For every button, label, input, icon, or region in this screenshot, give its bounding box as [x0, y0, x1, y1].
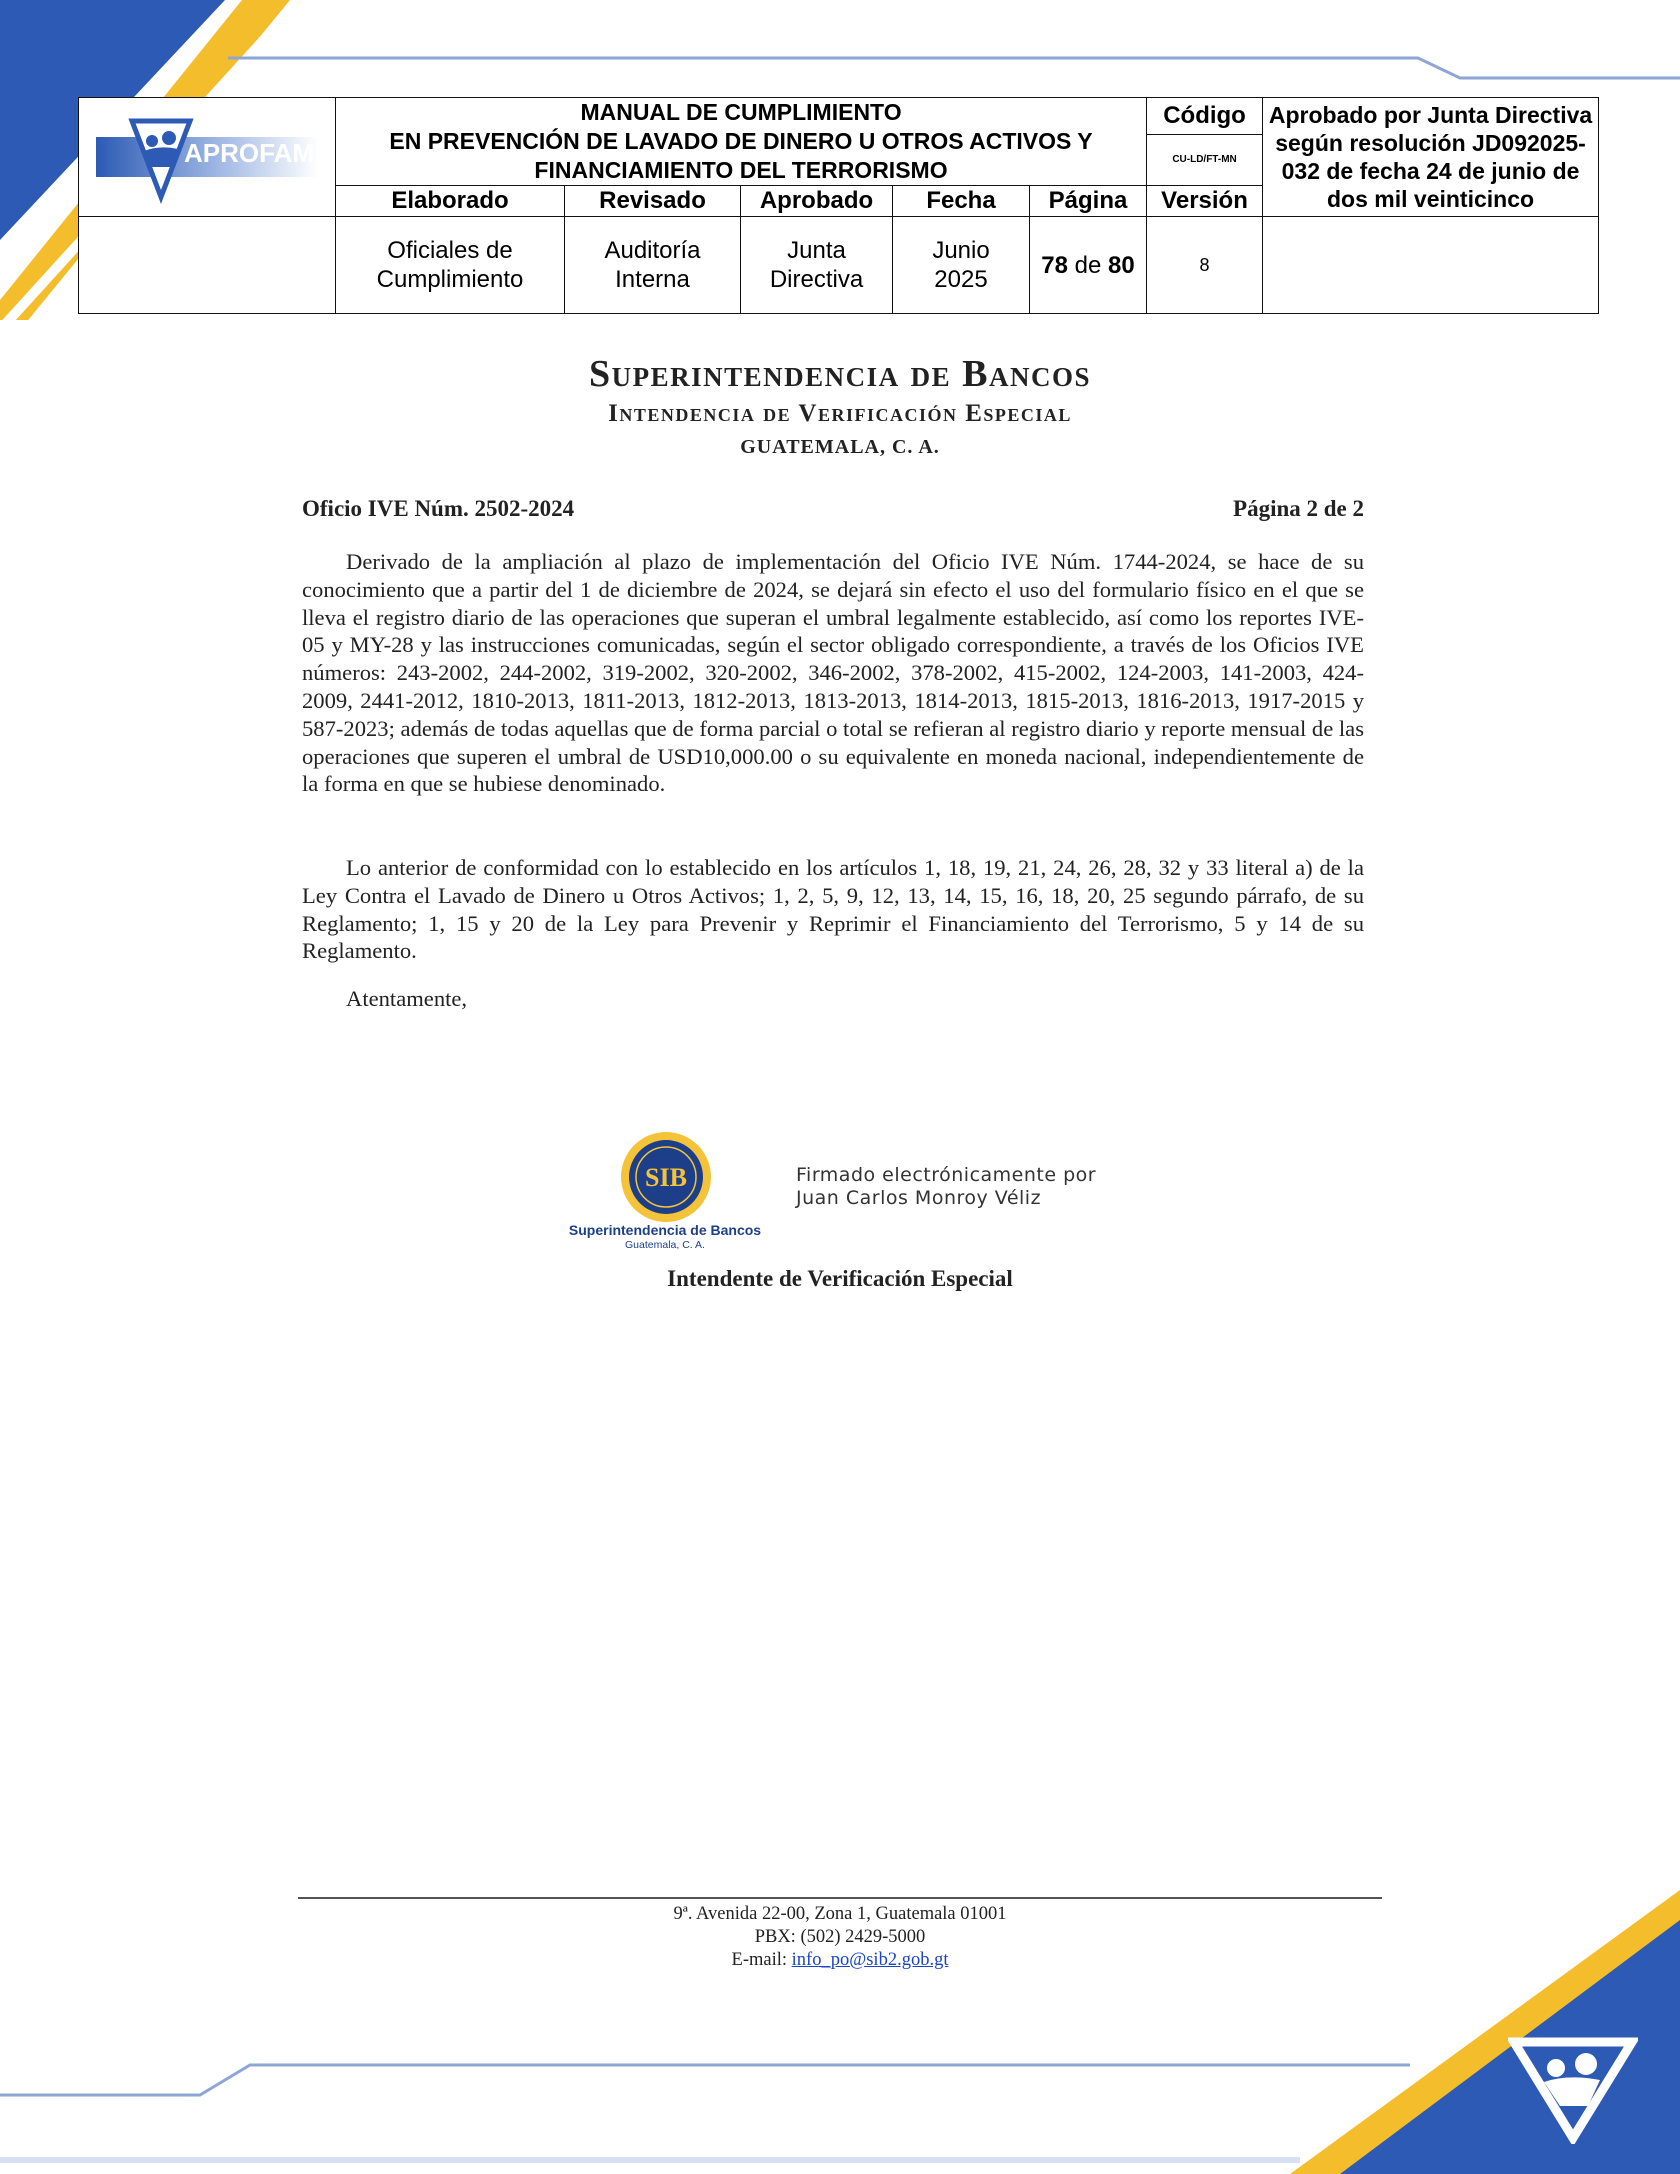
letter-reference: Oficio IVE Núm. 2502-2024 — [302, 496, 575, 521]
codigo-label: Código — [1147, 98, 1263, 135]
footer-phone: PBX: (502) 2429-5000 — [754, 1927, 926, 1947]
electronic-signature: Firmado electrónicamente por Juan Carlos Monroy Véliz — [796, 1164, 1097, 1209]
col-aprobado: Aprobado — [741, 186, 893, 217]
col-revisado: Revisado — [565, 186, 741, 217]
letter-paragraph-2: Lo anterior de conformidad con lo establecido en los artículos 1, 18, 19, 21, 24, 26, 28, 32 y 33 literal a) de la Ley Contra el Lavado de Dinero u Otros Activos; 1, 2, 5, 9, 12, 13, 14, 15, 16, 18, 20, 25 segundo párrafo, de su Reglamento; 1, 15 y 20 de la Ley para Prevenir y Reprimir el Financiamiento del Terrorismo, 5 y 14 de su Reglamento. — [302, 855, 1364, 964]
col-pagina: Página — [1030, 186, 1147, 217]
seal-text: SIB — [645, 1163, 687, 1192]
manual-title: MANUAL DE CUMPLIMIENTO EN PREVENCIÓN DE LAVADO DE DINERO U OTROS ACTIVOS Y FINANCIAMIENTO DEL TERRORISMO — [336, 98, 1147, 186]
col-version: Versión — [1147, 186, 1263, 217]
bottom-corner-decoration — [0, 1800, 1680, 2174]
letterhead-department: Intendencia de Verificación Especial — [608, 400, 1072, 427]
value-elaborado: Oficiales de Cumplimiento — [336, 217, 565, 314]
codigo-value: CU-LD/FT-MN — [1147, 134, 1263, 185]
footer-address: 9ª. Avenida 22-00, Zona 1, Guatemala 01001 — [673, 1904, 1007, 1924]
footer-email-line — [0, 1950, 1680, 1971]
value-pagina: 78 de 80 — [1030, 217, 1147, 314]
col-elaborado: Elaborado — [336, 186, 565, 217]
seal-institution-location: Guatemala, C. A. — [625, 1239, 705, 1251]
logo-cell — [79, 98, 336, 217]
document-header-table — [78, 97, 1599, 314]
letter-page-number: Página 2 de 2 — [1233, 496, 1364, 521]
letter-paragraph-1: Derivado de la ampliación al plazo de implementación del Oficio IVE Núm. 1744-2024, se hace de su conocimiento que a partir del 1 de diciembre de 2024, se dejará sin efecto el uso del formulario físico en el que se lleva el registro diario de las operaciones que superan el umbral legalmente establecido, así como los reportes IVE-05 y MY-28 y las instrucciones comunicadas, según el sector obligado correspondiente, a través de los Oficios IVE números: 243-2002, 244-2002, 319-2002, 320-2002, 346-2002, 378-2002, 415-2002, 124-2003, 141-2003, 424-2009, 2441-2012, 1810-2013, 1811-2013, 1812-2013, 1813-2013, 1814-2013, 1815-2013, 1816-2013, 1917-2015 y 587-2023; además de todas aquellas que de forma parcial o total se refieran al registro diario y reporte mensual de las operaciones que superen el umbral de USD10,000.00 o su equivalente en moneda nacional, independientemente de la forma en que se hubiese denominado. — [302, 549, 1364, 797]
signatory-title: Intendente de Verificación Especial — [667, 1266, 1013, 1291]
value-fecha: Junio 2025 — [893, 217, 1030, 314]
logo-text: APROFAM — [184, 138, 314, 168]
footer-email-link[interactable]: info_po@sib2.gob.gt — [791, 1950, 949, 1970]
seal-institution-name: Superintendencia de Bancos — [568, 1222, 762, 1238]
value-aprobado: Junta Directiva — [741, 217, 893, 314]
letter-closing: Atentamente, — [346, 986, 468, 1011]
letterhead-location: GUATEMALA, C. A. — [740, 436, 940, 458]
footer-email-label: E-mail: — [731, 1950, 788, 1970]
aprofam-emblem-icon — [1508, 2034, 1638, 2144]
aprofam-logo — [92, 107, 322, 207]
footer-divider — [298, 1897, 1382, 1899]
letterhead-institution: Superintendencia de Bancos — [588, 353, 1092, 395]
value-version: 8 — [1147, 217, 1263, 314]
value-revisado: Auditoría Interna — [565, 217, 741, 314]
col-fecha: Fecha — [893, 186, 1030, 217]
sib-seal-icon — [616, 1130, 716, 1224]
approval-note: Aprobado por Junta Directiva según resolución JD092025-032 de fecha 24 de junio de dos mil veinticinco — [1263, 98, 1599, 217]
